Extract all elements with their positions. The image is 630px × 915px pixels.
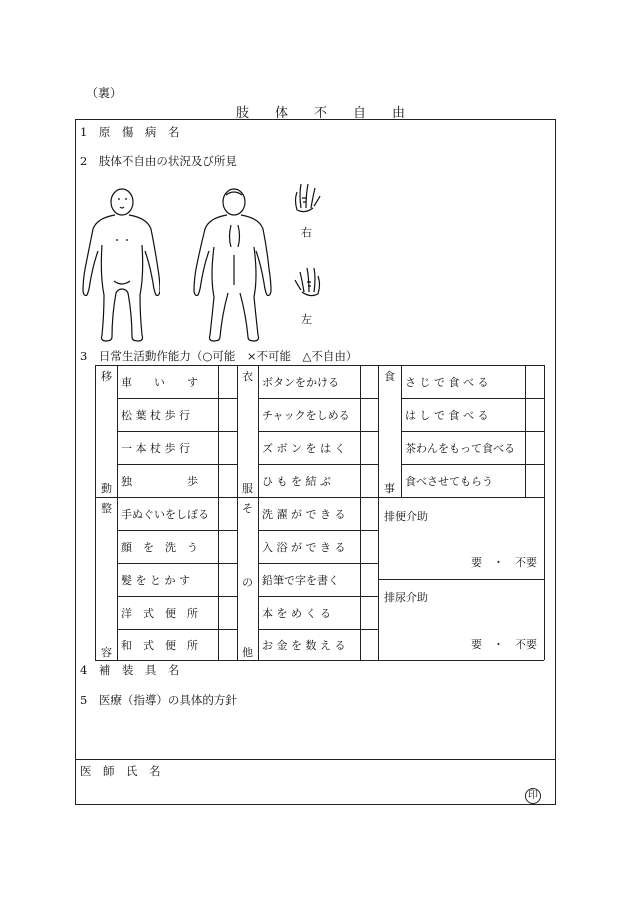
adl-item-tie-string: ひ も を 結 ぶ [262,475,331,488]
urine-assist-options: 要 ・ 不要 [471,638,537,651]
adl-item-western-toilet: 洋 式 便 所 [121,607,198,620]
adl-item-independent-walk: 独 歩 [121,475,198,488]
category-meal-top: 食 [384,370,395,383]
adl-item-japanese-toilet: 和 式 便 所 [121,639,198,652]
category-other-top: そ [242,502,253,515]
reverse-side-label: （裏） [86,86,123,100]
category-dress-top: 衣 [242,370,253,383]
adl-item-zipper: チャックをしめる [262,409,350,422]
right-hand-label: 右 [301,226,312,239]
adl-item-trousers: ズ ボ ン を は く [262,442,346,455]
left-hand-icon [293,264,323,300]
body-back-figure [188,185,273,345]
category-meal-bottom: 事 [384,482,395,495]
adl-item-bathing: 入 浴 が で き る [262,541,346,554]
adl-item-buttons: ボタンをかける [262,376,339,389]
adl-item-laundry: 洗 濯 が で き る [262,508,346,521]
section-4-orthosis: 4 補 装 具 名 [80,663,180,677]
adl-item-turn-pages: 本 を め く る [262,607,331,620]
left-hand-label: 左 [301,313,312,326]
adl-item-wheelchair: 車 い す [121,376,198,389]
category-groom-bottom: 容 [101,646,112,659]
adl-item-wash-face: 顔 を 洗 う [121,541,198,554]
seal-mark: 印 [525,788,541,804]
category-dress-bottom: 服 [242,482,253,495]
stool-assist-label: 排便介助 [384,510,428,523]
category-move-top: 移 [101,370,112,383]
adl-item-comb-hair: 髪 を と か す [121,574,190,587]
adl-item-hold-bowl: 茶わんをもって食べる [405,442,515,455]
adl-item-crutches: 松 葉 杖 歩 行 [121,409,190,422]
category-groom-top: 整 [101,502,112,515]
adl-item-cane: 一 本 杖 歩 行 [121,442,190,455]
doctor-name-label: 医 師 氏 名 [80,764,161,778]
urine-assist-label: 排尿介助 [384,591,428,604]
section-2-status: 2 肢体不自由の状況及び所見 [80,154,237,168]
stool-assist-options: 要 ・ 不要 [471,556,537,569]
adl-item-writing: 鉛筆で字を書く [262,574,339,587]
adl-item-chopsticks: は し で 食 べ る [405,409,489,422]
right-hand-icon [292,180,322,216]
category-other-bottom: 他 [242,646,253,659]
adl-item-be-fed: 食べさせてもらう [405,475,493,488]
body-front-figure [80,185,160,345]
adl-item-wring-towel: 手ぬぐいをしぼる [121,508,209,521]
category-move-bottom: 動 [101,482,112,495]
section-3-adl: 3 日常生活動作能力（○可能 ×不可能 △不自由） [80,349,358,363]
category-other-middle: の [242,576,253,589]
adl-item-spoon: さ じ で 食 べ る [405,376,489,389]
adl-item-count-money: お 金 を 数 え る [262,639,346,652]
section-5-treatment: 5 医療（指導）の具体的方針 [80,693,237,707]
section-1-diagnosis: 1 原 傷 病 名 [80,125,180,139]
page-title: 肢 体 不 自 由 [236,106,406,121]
